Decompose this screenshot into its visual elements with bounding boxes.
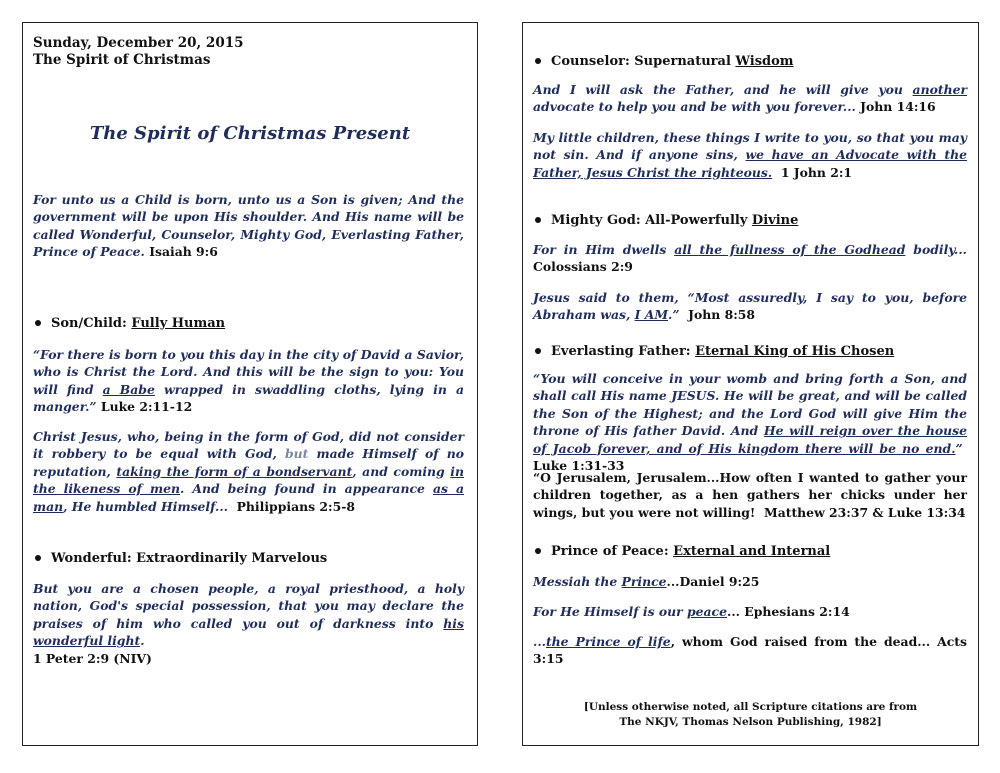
passage-underline: peace [686,604,727,619]
header [33,35,244,69]
passage-text: “You will conceive in your womb and bring forth a Son, and shall call His name JESUS. He will be great, and will be called the Son of the Highest; and the Lord God will give Him the throne of His father David. And [533,371,967,439]
passage-text: “For there is born to you this day in the city of David a Savior, who is Christ the Lord. And this will be the sign to you: You will find [33,347,464,397]
passage-text: wrapped in swaddling cloths, lying in a manger.” [33,381,465,415]
bullet-emphasis: Eternal King of His Chosen [695,344,895,359]
scripture-ref: , whom God raised from the dead... Acts 3:15 [533,634,967,667]
passage-text: .” [668,307,680,323]
passage-text: But you are a chosen people, a royal priesthood, a holy nation, God's special possession, that you may declare the praises of him who called you out of darkness into [33,581,464,631]
bullet-dot-icon [35,320,41,326]
bullet-label: Mighty God: All-Powerfully [551,213,752,228]
passage-text: . [140,633,145,649]
passage-text: And I will ask the Father, and he will give you [533,82,913,97]
passage-underline: Prince [621,574,667,589]
passage-underline: the Prince of life [545,634,671,649]
scripture-ref: Luke 1:31-33 [533,458,625,474]
scripture-ref: Matthew 23:37 & Luke 13:34 [763,504,966,520]
acts-passage [533,633,967,668]
bullet-label: Counselor: Supernatural [551,54,736,69]
footnote-line: [Unless otherwise noted, all Scripture citations are from [583,701,918,713]
john-14-passage [533,81,967,116]
passage-text: bodily... [905,242,968,257]
isaiah-passage [33,191,464,261]
bullet-dot-icon [535,548,541,554]
passage-text: “O Jerusalem, Jerusalem...How often I wanted to gather your children together, as a hen gathers her chicks under her wings, but you were not willing! [533,470,967,520]
1-john-passage [533,129,967,181]
colossians-passage [533,241,967,276]
scripture-ref: Colossians 2:9 [533,259,633,275]
philippians-passage [33,428,464,515]
passage-underline: He will reign over the house of Jacob forever, and of His kingdom there will be no end. [533,423,967,456]
passage-underline: his wonderful light [33,615,464,649]
bullet-label: Everlasting Father: [551,344,696,359]
bullet-everlasting-father [535,343,894,360]
passage-text: ... [533,634,546,649]
ephesians-passage [533,603,967,620]
bullet-mighty-god [535,212,798,229]
bullet-emphasis: External and Internal [673,544,831,559]
passage-underline: a Babe [102,381,155,397]
daniel-passage [533,573,967,590]
passage-text: Messiah the [533,574,622,589]
bullet-emphasis: Wisdom [735,54,794,69]
bullet-dot-icon [35,555,41,561]
passage-underline: taking the form of a bondservant [116,463,353,479]
bullet-emphasis: Divine [751,213,799,228]
bullet-prince-of-peace [535,543,830,560]
passage-underline: another [912,82,967,97]
passage-text: For unto us a Child is born, unto us a Son is given; And the government will be upon His shoulder. And His name will be called Wonderful, Counselor, Mighty God, Everlasting Father, Prince of Peace. [33,192,464,260]
peter-passage [33,580,464,667]
passage-text: made Himself of no reputation, [33,446,464,479]
passage-text: . And being found in appearance [180,481,433,497]
scripture-ref: Luke 2:11-12 [100,399,193,415]
passage-text: For in Him dwells [533,242,675,257]
bullet-dot-icon [535,348,541,354]
bullet-emphasis: Fully Human [131,316,226,331]
luke-2-passage [33,346,464,416]
bullet-counselor [535,53,794,70]
left-page [22,22,478,746]
scripture-ref: Isaiah 9:6 [149,244,218,260]
passage-text: , and coming [352,463,451,479]
footnote [523,700,978,730]
passage-underline: as a man [33,481,464,514]
bullet-wonderful [35,550,327,567]
bullet-dot-icon [535,217,541,223]
page-title: The Spirit of Christmas Present [89,123,411,144]
john-8-passage [533,289,967,324]
passage-underline: in the likeness of men [33,463,464,497]
matthew-passage [533,469,967,521]
passage-text: Jesus said to them, “Most assuredly, I say to you, before Abraham was, [533,290,967,323]
passage-text: ” [955,440,963,456]
luke-1-passage [533,370,967,474]
right-page [522,22,979,746]
passage-underline: I AM [634,307,669,323]
bullet-dot-icon [535,58,541,64]
passage-underline: we have an Advocate with the Father, Jesus Christ the righteous. [533,147,967,180]
passage-text: My little children, these things I write to you, so that you may not sin. And if anyone sins, [533,130,967,163]
series-title: The Spirit of Christmas [33,52,211,68]
passage-text: Christ Jesus, who, being in the form of God, did not consider it robbery to be equal with God, [33,429,464,462]
scripture-ref: Philippians 2:5-8 [236,498,355,514]
scripture-ref: 1 John 2:1 [780,164,853,180]
scripture-ref: John 8:58 [688,307,756,323]
bullet-son-child [35,315,225,332]
bullet-label: Prince of Peace: [551,544,674,559]
bullet-label: Son/Child: [51,316,132,331]
bullet-label: Wonderful: Extraordinarily Marvelous [51,551,328,566]
scripture-ref: ... Ephesians 2:14 [727,604,850,619]
passage-underline: all the fullness of the Godhead [674,242,906,257]
sermon-date: Sunday, December 20, 2015 [33,35,244,51]
passage-text: For He Himself is our [533,604,687,619]
passage-text: advocate to help you and be with you forever... [533,99,856,115]
passage-grey: but [285,446,309,462]
scripture-ref: ...Daniel 9:25 [666,574,760,589]
scripture-ref: John 14:16 [860,99,936,115]
footnote-line: The NKJV, Thomas Nelson Publishing, 1982] [619,716,882,728]
scripture-ref: 1 Peter 2:9 (NIV) [33,650,152,666]
passage-text: , He humbled Himself... [63,498,228,514]
